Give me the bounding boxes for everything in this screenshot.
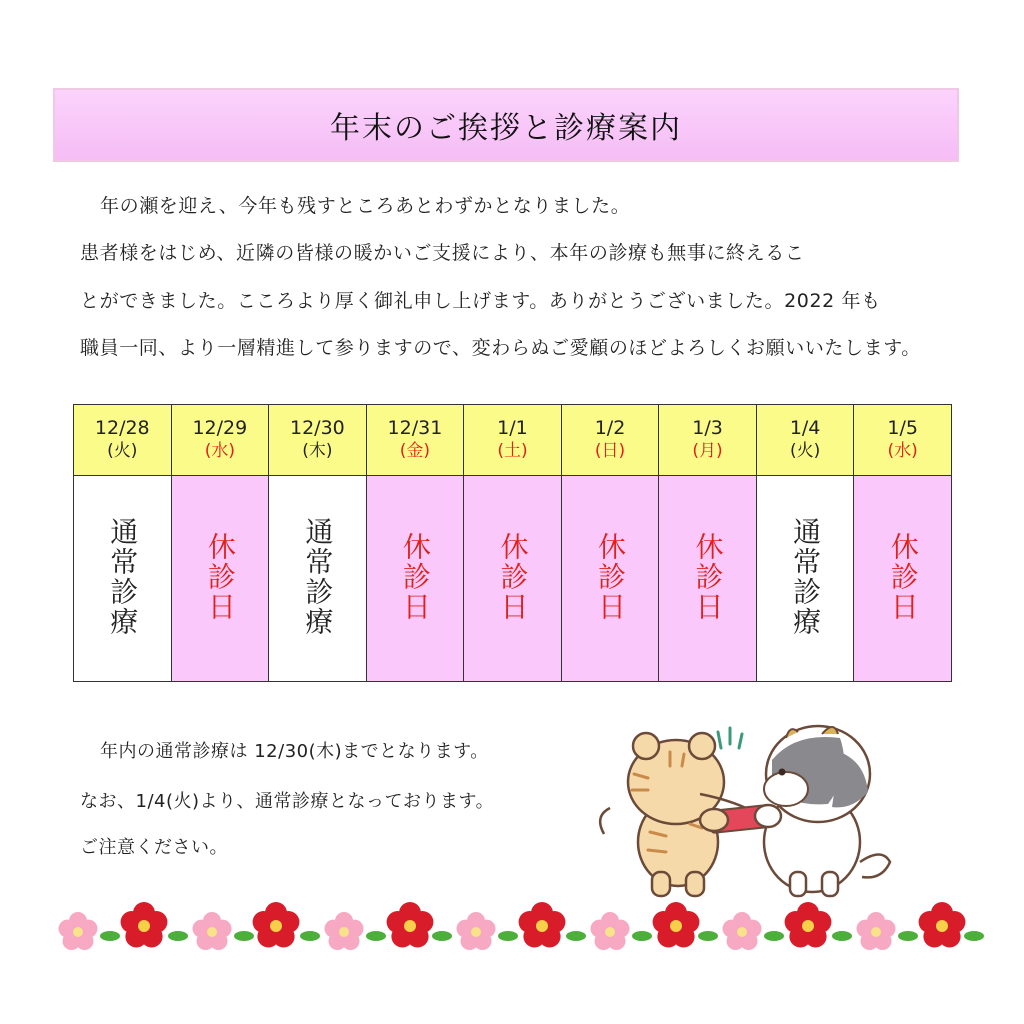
date-cell: 12/31 (金) (366, 405, 464, 476)
status-label: 休診日 (203, 531, 237, 622)
status-label: 通常診療 (301, 516, 335, 637)
date-cell: 1/1 (土) (464, 405, 562, 476)
title-banner (53, 88, 959, 162)
status-label: 休診日 (398, 531, 432, 622)
status-label: 通常診療 (789, 516, 823, 637)
status-cell (366, 476, 464, 682)
page-title: 年末のご挨拶と診療案内 (330, 111, 682, 146)
note-line-3: ご注意ください。 (80, 837, 228, 858)
date-cell: 12/30 (木) (269, 405, 367, 476)
status-cell (854, 476, 952, 682)
status-label: 休診日 (886, 531, 920, 622)
status-label: 休診日 (496, 531, 530, 622)
status-label: 通常診療 (106, 516, 140, 637)
date-cell: 12/28 (火) (74, 405, 172, 476)
greeting-line-4: 職員一同、より一層精進して参りますので、変わらぬご愛顧のほどよろしくお願いいたします。 (80, 337, 921, 359)
greeting-line-1: 年の瀬を迎え、今年も残すところあとわずかとなりました。 (100, 195, 631, 217)
tiger-and-cow-icon (590, 712, 900, 902)
date-cell: 1/3 (月) (659, 405, 757, 476)
date-cell: 1/5 (水) (854, 405, 952, 476)
status-label: 休診日 (691, 531, 725, 622)
date-cell: 12/29 (水) (171, 405, 269, 476)
status-cell (659, 476, 757, 682)
status-label: 休診日 (594, 531, 627, 622)
note-line-1: 年内の通常診療は 12/30(木)までとなります。 (100, 741, 489, 762)
status-cell (756, 476, 854, 682)
plum-blossom-icon (50, 898, 990, 960)
status-cell (269, 476, 367, 682)
tiger-icon (600, 733, 781, 896)
status-cell (74, 476, 172, 682)
note-line-2: なお、1/4(火)より、通常診療となっております。 (80, 791, 495, 812)
schedule-header-row (74, 405, 952, 476)
schedule-status-row (74, 476, 952, 682)
greeting-line-2: 患者様をはじめ、近隣の皆様の暖かいご支援により、本年の診療も無事に終えるこ (80, 242, 805, 264)
status-cell (171, 476, 269, 682)
date-cell: 1/4 (火) (756, 405, 854, 476)
status-cell (464, 476, 562, 682)
status-cell (561, 476, 659, 682)
greeting-line-3: とができました。こころより厚く御礼申し上げます。ありがとうございました。2022 年も (80, 290, 881, 312)
schedule-table (73, 404, 952, 682)
date-cell: 1/2 (日) (561, 405, 659, 476)
